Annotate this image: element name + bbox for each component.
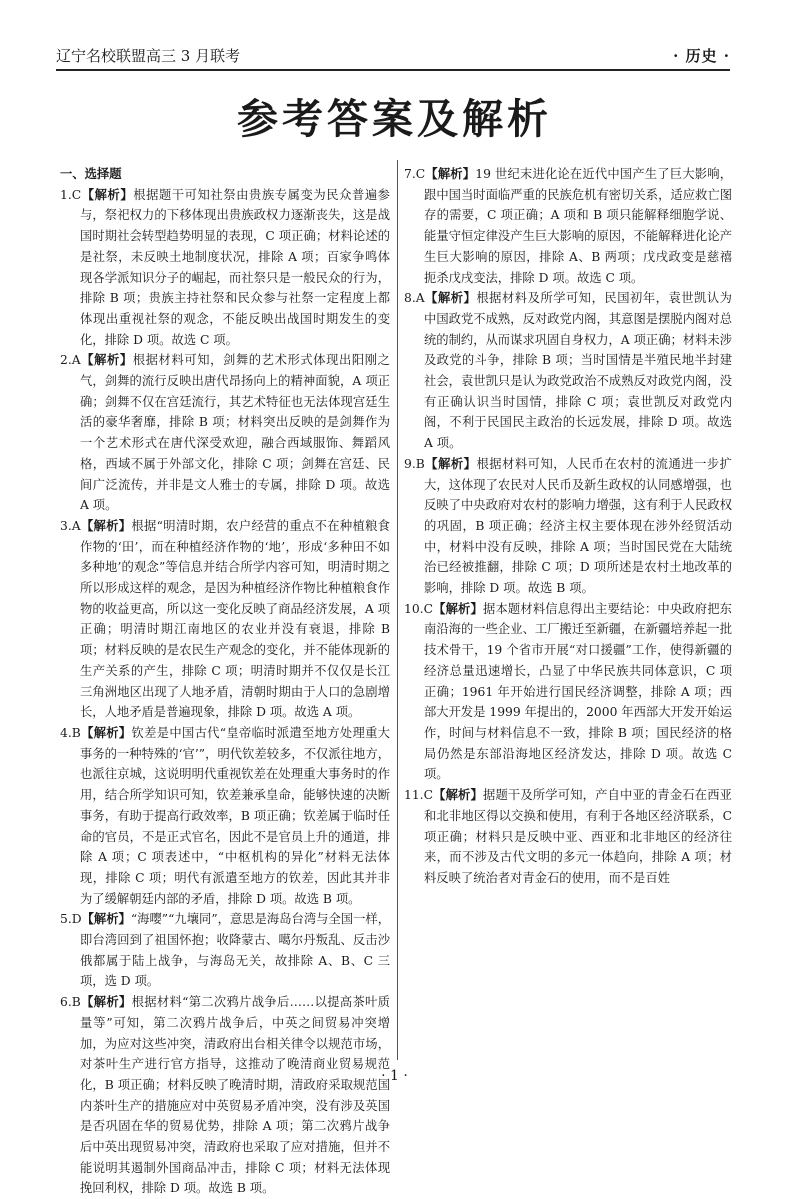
column-divider xyxy=(397,160,398,1060)
item-answer: B xyxy=(71,995,81,1010)
item-answer: A xyxy=(71,518,81,533)
answer-item-7 xyxy=(404,164,732,288)
exam-title: 辽宁名校联盟高三 3 月联考 xyxy=(56,47,241,65)
item-answer: A xyxy=(71,353,81,368)
item-answer: A xyxy=(415,291,425,306)
answer-item-9 xyxy=(404,454,732,599)
subject-label: · 历史 · xyxy=(673,47,730,65)
item-number: 1. xyxy=(60,187,72,202)
item-number: 4. xyxy=(60,725,72,740)
item-text: 根据材料可知，人民币在农村的流通进一步扩大，这体现了农民对人民币及新生政权的认同感增强，也反映了中央政府对农村的影响力增强，这有利于人民政权的巩固，B 项正确；经济主权主要体现在涉外经贸活动中，材料中没有反映，排除 A 项；当时国民党在大陆统治已经被推翻，排除 C 项；D 项所述是农村土地改革的影响，排除 D 项。故选 B 项。 xyxy=(424,456,732,596)
analysis-tag: 【解析】 xyxy=(81,187,134,202)
left-column xyxy=(60,164,390,1196)
item-number: 3. xyxy=(60,518,72,533)
item-number: 5. xyxy=(60,912,72,927)
item-text: “海嘤”“九壤同”，意思是海岛台湾与全国一样，即台湾回到了祖国怀抱；收降蒙古、噶尔丹叛乱、反击沙俄都属于陆上战争，与海岛无关，故排除 A、B、C 三项，选 D 项。 xyxy=(80,912,390,989)
page-number: · 1 · xyxy=(381,1068,408,1084)
answer-item-4 xyxy=(60,723,390,909)
item-text: 19 世纪末进化论在近代中国产生了巨大影响，跟中国当时面临严重的民族危机有密切关系，适应救亡图存的需要，C 项正确；A 项和 B 项只能解释细胞学说、能量守恒定律没产生巨大影响的原因，不能解释进化论产生巨大影响的原因，排除 A、B 两项；戊戌政变是慈禧扼杀戊戌变法，排除 D 项。故选 C 项。 xyxy=(424,167,732,285)
analysis-tag: 【解析】 xyxy=(424,291,477,306)
analysis-tag: 【解析】 xyxy=(432,788,483,803)
analysis-tag: 【解析】 xyxy=(80,518,132,533)
answer-item-6 xyxy=(60,992,390,1199)
item-text: 根据材料及所学可知，民国初年，袁世凯认为中国政党不成熟，反对政党内阁，其意图是摆脱内阁对总统的制约，从而谋求巩固自身权力，A 项正确；材料未涉及政党的斗争，排除 B 项；当时国情是半殖民地半封建社会，袁世凯只是认为政党政治不成熟反对政党内阁，没有正确认识当时国情，排除 C 项；袁世凯反对政党内阁，不利于民国民主政治的长远发展，排除 D 项。故选 A 项。 xyxy=(424,291,732,451)
page-header xyxy=(56,40,730,71)
item-answer: C xyxy=(415,167,426,181)
analysis-tag: 【解析】 xyxy=(425,167,476,181)
analysis-tag: 【解析】 xyxy=(80,353,133,368)
item-answer: C xyxy=(423,788,433,803)
answer-item-8 xyxy=(404,288,732,454)
item-text: 根据材料“第二次鸦片战争后……以提高茶叶质量等”可知，第二次鸦片战争后，中英之间贸易冲突增加，为应对这些冲突，清政府出台相关律令以规范市场，对茶叶生产进行官方指导，这推动了晚清商业贸易规范化，B 项正确；材料反映了晚清时期，清政府采取规范国内茶叶生产的措施应对中英贸易矛盾冲突，没有涉及英国是否巩固在华的贸易优势，排除 A 项；第二次鸦片战争后中英出现贸易冲突，清政府也采取了应对措施，但并不能说明其遏制外国商品冲击，排除 C 项；材料无法体现挽回利权，排除 D 项。故选 B 项。 xyxy=(80,995,390,1196)
answer-item-11 xyxy=(404,785,732,889)
item-answer: B xyxy=(415,456,425,471)
right-column xyxy=(404,164,732,1059)
item-text: 据题干及所学可知，产自中亚的青金石在西亚和北非地区得以交换和使用，有利于各地区经济联系，C 项正确；材料只是反映中亚、西亚和北非地区的经济往来，而不涉及古代文明的多元一体趋向，排除 A 项；材料反映了统治者对青金石的使用，而不是百姓 xyxy=(424,788,732,885)
page-title: 参考答案及解析 xyxy=(237,95,552,143)
item-text: 根据题干可知社祭由贵族专属变为民众普遍参与，祭祀权力的下移体现出贵族政权力逐渐丧失，这是战国时期社会转型趋势明显的表现，C 项正确；材料论述的是社祭，未反映土地制度状况，排除 A 项；百家争鸣体现各学派知识分子的崛起，而社祭只是一般民众的行为，排除 B 项；贵族主持社祭和民众参与社祭一定程度上都体现出重视社祭的观念，不能反映出战国时期发生的变化，排除 D 项。故选 C 项。 xyxy=(80,187,390,347)
item-number: 2. xyxy=(60,353,72,368)
analysis-tag: 【解析】 xyxy=(81,912,131,927)
item-text: 据本题材料信息得出主要结论：中央政府把东南沿海的一些企业、工厂搬迁至新疆，在新疆培养起一批技术骨干，19 个省市开展“对口援疆”工作，使得新疆的经济总量迅速增长，凸显了中华民族共同体意识，C 项正确；1961 年开始进行国民经济调整，排除 A 项；西部大开发是 1999 年提出的，2000 年西部大开发开始运作，时间与材料信息不一致，排除 B 项；国民经济的格局仍然是东部沿海地区经济发达，排除 D 项。故选 C 项。 xyxy=(424,601,732,782)
analysis-tag: 【解析】 xyxy=(424,456,477,471)
item-number: 8. xyxy=(404,291,416,306)
item-number: 11. xyxy=(404,788,424,803)
item-text: 根据“明清时期，农户经营的重点不在种植粮食作物的‘田’，而在种植经济作物的‘地’，形成‘多种田不如多种地’的观念”等信息并结合所学内容可知，明清时期之所以形成这样的观念，是因为种植经济作物比种植粮食作物的收益更高，所以这一变化反映了商品经济发展，A 项正确；明清时期江南地区的农业并没有衰退，排除 B 项；材料反映的是农民生产观念的变化，并不能体现新的生产关系的产生，排除 C 项；明清时期并不仅仅是长江三角洲地区出现了人地矛盾，清朝时期由于人口的急剧增长，人地矛盾是普遍现象，排除 D 项。故选 A 项。 xyxy=(80,518,390,720)
analysis-tag: 【解析】 xyxy=(432,601,483,616)
item-number: 10. xyxy=(404,601,424,616)
answer-item-3 xyxy=(60,516,390,723)
item-text: 钦差是中国古代“皇帝临时派遣至地方处理重大事务的一种特殊的‘官’”，明代钦差较多，不仅派往地方，也派往京城，这说明明代重视钦差在处理重大事务时的作用，结合所学知识可知，钦差兼承皇命，能够快速的决断事务，有助于提高行政效率，B 项正确；钦差属于临时任命的官员，不是正式官名，因此不是官员上升的通道，排除 A 项；C 项表述中，“中枢机构的异化”材料无法体现，排除 C 项；明代有派遣至地方的钦差，因此其并非为了缓解朝廷内部的矛盾，排除 D 项。故选 B 项。 xyxy=(80,725,390,906)
item-text: 根据材料可知，剑舞的艺术形式体现出阳刚之气，剑舞的流行反映出唐代昂扬向上的精神面貌，A 项正确；剑舞不仅在宫廷流行，其艺术特征也无法体现宫廷生活的豪华奢靡，排除 B 项；材料突出反映的是剑舞作为一个艺术形式在唐代深受欢迎，融合西域服饰、舞蹈风格，西域不属于外部文化，排除 C 项；剑舞在宫廷、民间广泛流传，并非是文人雅士的专属，排除 D 项。故选 A 项。 xyxy=(80,353,390,513)
answer-item-2 xyxy=(60,350,390,516)
item-answer: D xyxy=(71,912,82,927)
item-number: 6. xyxy=(60,995,72,1010)
answer-item-10 xyxy=(404,599,732,785)
analysis-tag: 【解析】 xyxy=(80,995,132,1010)
analysis-tag: 【解析】 xyxy=(80,725,132,740)
section-heading: 一、选择题 xyxy=(60,167,122,181)
item-number: 7. xyxy=(404,167,416,181)
item-answer: B xyxy=(71,725,81,740)
item-answer: C xyxy=(71,187,82,202)
answer-item-5 xyxy=(60,909,390,992)
answer-item-1 xyxy=(60,185,390,351)
item-number: 9. xyxy=(404,456,416,471)
item-answer: C xyxy=(423,601,433,616)
